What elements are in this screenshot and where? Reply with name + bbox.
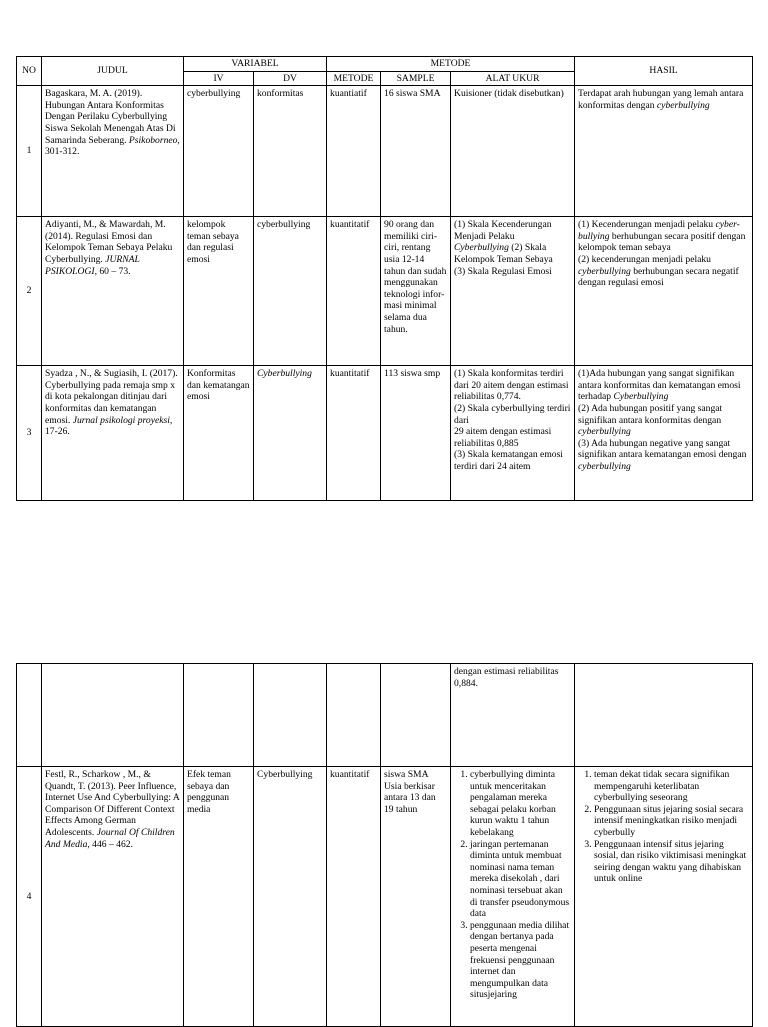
- literature-table-continued: [16, 663, 753, 1027]
- list-item: 3. Penggunaan intensif situs jejaring sosial, dan risiko viktimisasi meningkat seiring dengan waktu yang dihabiskan untuk online: [594, 839, 749, 885]
- header-judul: JUDUL: [42, 57, 184, 86]
- cell-alat-ukur-continued: dengan estimasi reliabilitas 0,884.: [451, 664, 575, 767]
- header-dv: DV: [254, 71, 327, 86]
- cell-dv: cyberbullying: [254, 217, 327, 366]
- cell-alat-ukur: (1) Skala konformitas terdiri dari 20 aitem dengan estimasi reliabilitas 0,774. (2) Skala cyberbullying terdiri dari 29 aitem dengan estimasi reliabilitas 0,885 (3) Skala kematangan emosi terdiri dari 24 aitem: [451, 366, 575, 501]
- cell-dv: Cyberbullying: [254, 767, 327, 1027]
- table-row: [17, 217, 753, 366]
- list-item: 2. Penggunaan situs jejaring sosial secara intensif meningkatkan risiko menjadi cyberbully: [594, 804, 749, 839]
- cell-alat-ukur: Kuisioner (tidak disebutkan): [451, 86, 575, 217]
- row-number: 2: [17, 217, 42, 366]
- cell-sample: 113 siswa smp: [381, 366, 451, 501]
- cell-metode: kuantitatif: [327, 767, 381, 1027]
- cell-judul: Festl, R., Scharkow , M., & Quandt, T. (2013). Peer Influence, Internet Use And Cyberbullying: A Comparison Of Different Context Effects Among German Adolescents. Journal Of Children And Media, 446 – 462.: [42, 767, 184, 1027]
- header-metode: METODE: [327, 71, 381, 86]
- literature-table: [16, 56, 753, 501]
- table-row: [17, 366, 753, 501]
- cell-alat-ukur: (1) Skala Kecenderungan Menjadi Pelaku Cyberbullying (2) Skala Kelompok Teman Sebaya (3) Skala Regulasi Emosi: [451, 217, 575, 366]
- list-item: 3. penggunaan media dilihat dengan bertanya pada peserta mengenai frekuensi penggunaan internet dan mengumpulkan data situsjejaring: [470, 920, 571, 1001]
- cell-judul: Syadza , N., & Sugiasih, I. (2017). Cyberbullying pada remaja smp x di kota pekalongan ditinjau dari konformitas dan kematangan emosi. Jurnal psikologi proyeksi, 17-26.: [42, 366, 184, 501]
- cell-hasil: (1)Ada hubungan yang sangat signifikan antara konformitas dan kematangan emosi terhadap Cyberbullying (2) Ada hubungan positif yang sangat signifikan antara konformitas dengan cyberbullying (3) Ada hubungan negative yang sangat signifikan antara kematangan emosi dengan cyberbullying: [575, 366, 753, 501]
- cell-hasil: [575, 767, 753, 1027]
- header-variabel: VARIABEL: [184, 57, 327, 72]
- cell-iv: Konformitas dan kematangan emosi: [184, 366, 254, 501]
- cell-alat-ukur: [451, 767, 575, 1027]
- cell-metode: kuantitatif: [327, 217, 381, 366]
- list-item: 2. jaringan pertemanan diminta untuk membuat nominasi nama teman mereka disekolah , dari nominasi tersebuat akan di transfer pseudonymous data: [470, 839, 571, 920]
- cell-dv: Cyberbullying: [254, 366, 327, 501]
- cell-sample: siswa SMA Usia berkisar antara 13 dan 19 tahun: [381, 767, 451, 1027]
- cell-iv: Efek teman sebaya dan penggunan media: [184, 767, 254, 1027]
- header-iv: IV: [184, 71, 254, 86]
- cell-hasil: Terdapat arah hubungan yang lemah antara konformitas dengan cyberbullying: [575, 86, 753, 217]
- row-number: 3: [17, 366, 42, 501]
- table-row: [17, 767, 753, 1027]
- cell-judul: Adiyanti, M., & Mawardah, M. (2014). Regulasi Emosi dan Kelompok Teman Sebaya Pelaku Cyberbullying. JURNAL PSIKOLOGI, 60 – 73.: [42, 217, 184, 366]
- list-item: 1. teman dekat tidak secara signifikan mempengaruhi keterlibatan cyberbullying seseorang: [594, 769, 749, 804]
- cell-judul: Bagaskara, M. A. (2019). Hubungan Antara Konformitas Dengan Perilaku Cyberbullying Siswa Sekolah Menengah Atas Di Samarinda Seberang. Psikoborneo, 301-312.: [42, 86, 184, 217]
- header-alat-ukur: ALAT UKUR: [451, 71, 575, 86]
- cell-hasil: (1) Kecenderungan menjadi pelaku cyber-bullying berhubungan secara positif dengan kelompok teman sebaya (2) kecenderungan menjadi pelaku cyberbullying berhubungan secara negatif dengan regulasi emosi: [575, 217, 753, 366]
- header-hasil: HASIL: [575, 57, 753, 86]
- header-sample: SAMPLE: [381, 71, 451, 86]
- table-row-continuation: [17, 664, 753, 767]
- cell-metode: kuantitatif: [327, 366, 381, 501]
- cell-iv: cyberbullying: [184, 86, 254, 217]
- cell-sample: 90 orang dan memiliki ciri-ciri, rentang usia 12-14 tahun dan sudah menggunakan teknologi infor-masi minimal selama dua tahun.: [381, 217, 451, 366]
- header-no: NO: [17, 57, 42, 86]
- cell-metode: kuantiatif: [327, 86, 381, 217]
- table-row: [17, 86, 753, 217]
- row-number: 1: [17, 86, 42, 217]
- cell-sample: 16 siswa SMA: [381, 86, 451, 217]
- cell-dv: konformitas: [254, 86, 327, 217]
- row-number: 4: [17, 767, 42, 1027]
- list-item: 1. cyberbullying diminta untuk menceritakan pengalaman mereka sebagai pelaku korban kurun waktu 1 tahun kebelakang: [470, 769, 571, 839]
- header-metode-group: METODE: [327, 57, 575, 72]
- cell-iv: kelompok teman sebaya dan regulasi emosi: [184, 217, 254, 366]
